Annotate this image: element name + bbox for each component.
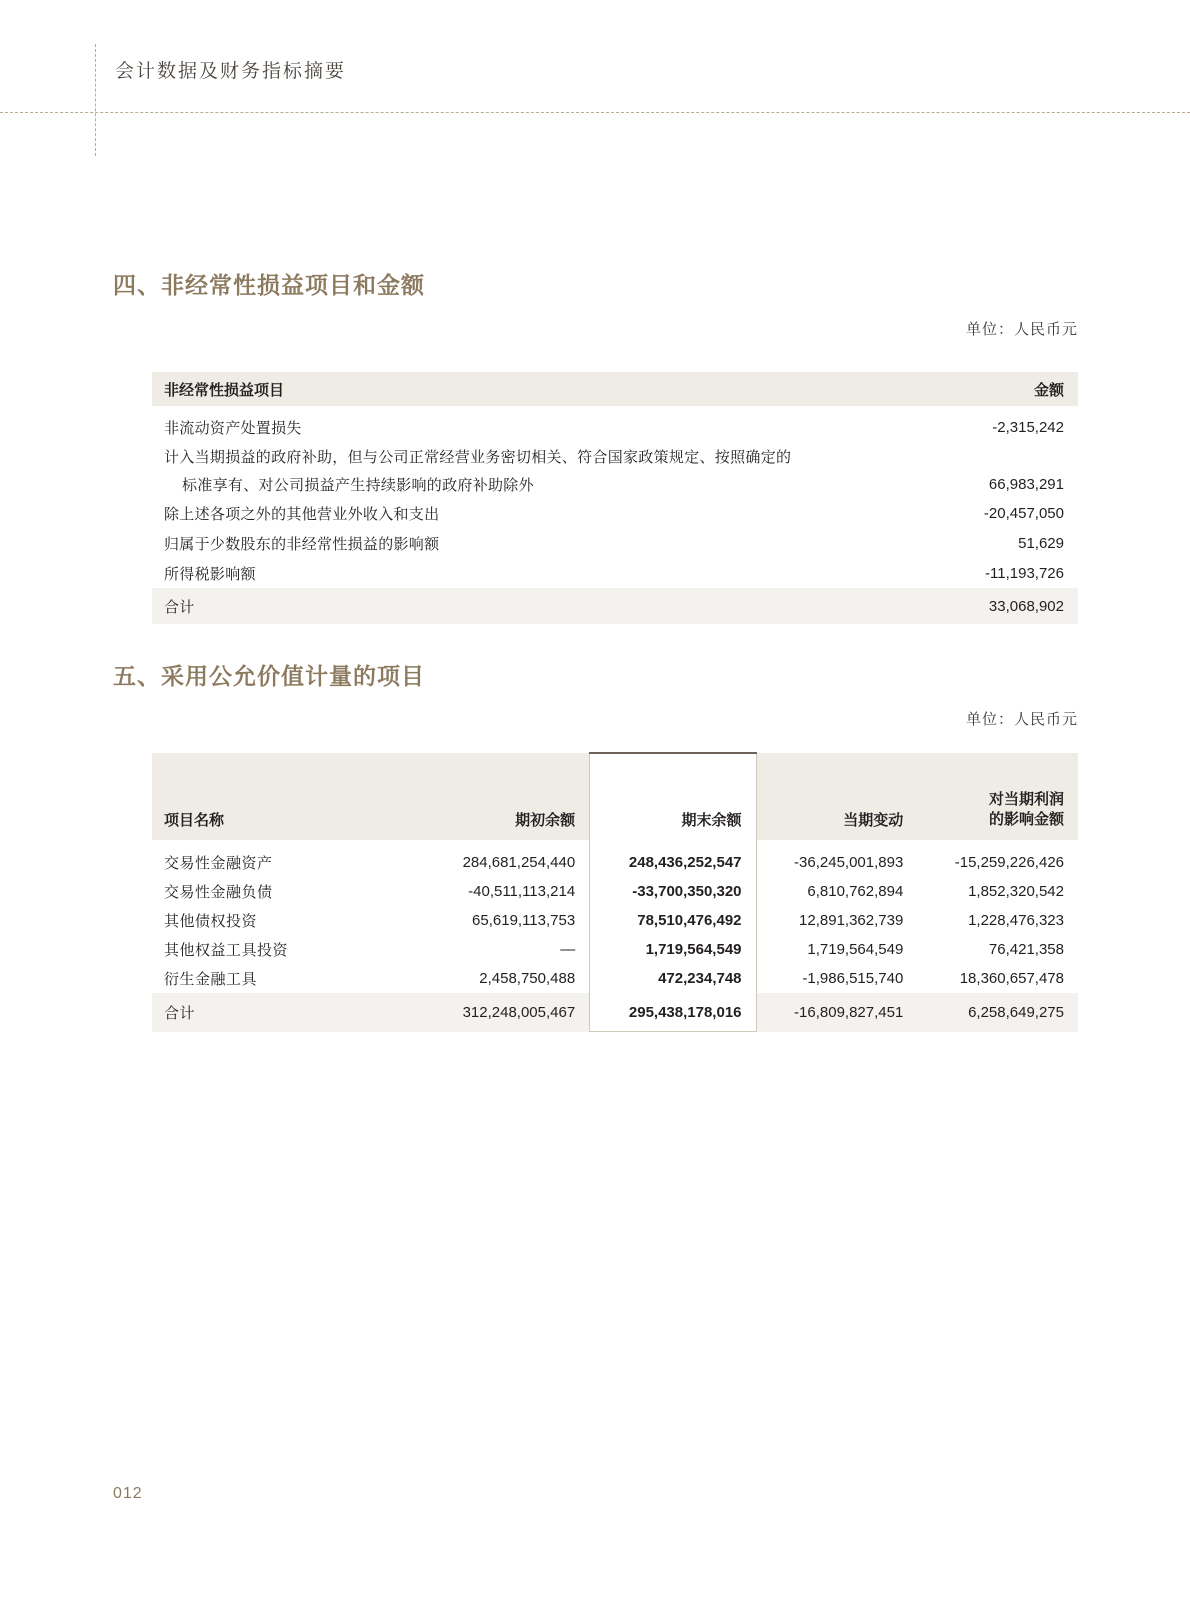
cell-end-balance: 78,510,476,492 — [590, 906, 756, 935]
page-running-title: 会计数据及财务指标摘要 — [115, 61, 347, 82]
cell-total-label: 合计 — [152, 993, 424, 1032]
cell-amount: 66,983,291 — [959, 470, 1078, 498]
table-row — [152, 877, 1078, 906]
cell-period-change: -1,986,515,740 — [756, 964, 917, 993]
cell-item: 标准享有、对公司损益产生持续影响的政府补助除外 — [152, 470, 959, 498]
cell-end-balance: 248,436,252,547 — [590, 840, 756, 877]
table-header-row — [152, 753, 1078, 840]
section-heading-fairvalue: 五、采用公允价值计量的项目 — [113, 663, 425, 689]
cell-item: 计入当期损益的政府补助，但与公司正常经营业务密切相关、符合国家政策规定、按照确定的 — [152, 442, 959, 470]
cell-begin-balance: — — [424, 935, 590, 964]
table-body — [152, 406, 1078, 624]
cell-profit-impact: 1,228,476,323 — [917, 906, 1078, 935]
nonrecurring-items-table — [152, 372, 1078, 624]
table-row — [152, 498, 1078, 528]
cell-item: 除上述各项之外的其他营业外收入和支出 — [152, 498, 959, 528]
cell-total-amount: 33,068,902 — [959, 588, 1078, 624]
table-body — [152, 840, 1078, 1032]
cell-project-name: 其他债权投资 — [152, 906, 424, 935]
cell-amount: -20,457,050 — [959, 498, 1078, 528]
table-header — [152, 372, 1078, 406]
column-header-amount: 金额 — [959, 372, 1078, 406]
cell-end-balance: 472,234,748 — [590, 964, 756, 993]
table-row — [152, 528, 1078, 558]
cell-profit-impact: -15,259,226,426 — [917, 840, 1078, 877]
unit-label-fairvalue: 单位：人民币元 — [965, 711, 1078, 728]
cell-total-period-change: -16,809,827,451 — [756, 993, 917, 1032]
page-number: 012 — [113, 1485, 143, 1502]
cell-end-balance: -33,700,350,320 — [590, 877, 756, 906]
page-header — [0, 44, 1190, 140]
cell-amount — [959, 442, 1078, 470]
table-row — [152, 470, 1078, 498]
cell-profit-impact: 1,852,320,542 — [917, 877, 1078, 906]
column-header-end-balance: 期末余额 — [590, 753, 756, 840]
cell-item: 非流动资产处置损失 — [152, 406, 959, 442]
table-total-row — [152, 993, 1078, 1032]
cell-profit-impact: 76,421,358 — [917, 935, 1078, 964]
header-tick-mark — [95, 44, 96, 156]
table-row — [152, 906, 1078, 935]
cell-begin-balance: 65,619,113,753 — [424, 906, 590, 935]
cell-begin-balance: 2,458,750,488 — [424, 964, 590, 993]
table-row — [152, 406, 1078, 442]
cell-begin-balance: 284,681,254,440 — [424, 840, 590, 877]
cell-project-name: 交易性金融资产 — [152, 840, 424, 877]
fairvalue-items-table — [152, 752, 1078, 1032]
cell-project-name: 衍生金融工具 — [152, 964, 424, 993]
table-header-row — [152, 372, 1078, 406]
column-header-item: 非经常性损益项目 — [152, 372, 959, 406]
column-header-profit-impact-line1: 对当期利润 — [988, 790, 1064, 808]
cell-end-balance: 1,719,564,549 — [590, 935, 756, 964]
table-row — [152, 558, 1078, 588]
cell-profit-impact: 18,360,657,478 — [917, 964, 1078, 993]
column-header-profit-impact — [917, 753, 1078, 840]
column-header-profit-impact-line2: 的影响金额 — [988, 810, 1064, 828]
table-row — [152, 935, 1078, 964]
cell-begin-balance: -40,511,113,214 — [424, 877, 590, 906]
cell-project-name: 其他权益工具投资 — [152, 935, 424, 964]
header-divider — [0, 112, 1190, 113]
cell-item: 所得税影响额 — [152, 558, 959, 588]
cell-project-name: 交易性金融负债 — [152, 877, 424, 906]
cell-total-label: 合计 — [152, 588, 959, 624]
cell-period-change: -36,245,001,893 — [756, 840, 917, 877]
cell-period-change: 6,810,762,894 — [756, 877, 917, 906]
cell-period-change: 1,719,564,549 — [756, 935, 917, 964]
cell-item: 归属于少数股东的非经常性损益的影响额 — [152, 528, 959, 558]
unit-label-nonrecurring: 单位：人民币元 — [965, 321, 1078, 338]
column-header-project-name: 项目名称 — [152, 753, 424, 840]
table-row — [152, 442, 1078, 470]
section-heading-nonrecurring: 四、非经常性损益项目和金额 — [113, 272, 425, 298]
cell-period-change: 12,891,362,739 — [756, 906, 917, 935]
column-header-begin-balance: 期初余额 — [424, 753, 590, 840]
cell-amount: 51,629 — [959, 528, 1078, 558]
cell-total-end-balance: 295,438,178,016 — [590, 993, 756, 1032]
cell-total-begin-balance: 312,248,005,467 — [424, 993, 590, 1032]
table-row — [152, 964, 1078, 993]
table-row — [152, 840, 1078, 877]
table-total-row — [152, 588, 1078, 624]
cell-amount: -11,193,726 — [959, 558, 1078, 588]
table-header — [152, 753, 1078, 840]
cell-total-profit-impact: 6,258,649,275 — [917, 993, 1078, 1032]
column-header-period-change: 当期变动 — [756, 753, 917, 840]
cell-amount: -2,315,242 — [959, 406, 1078, 442]
